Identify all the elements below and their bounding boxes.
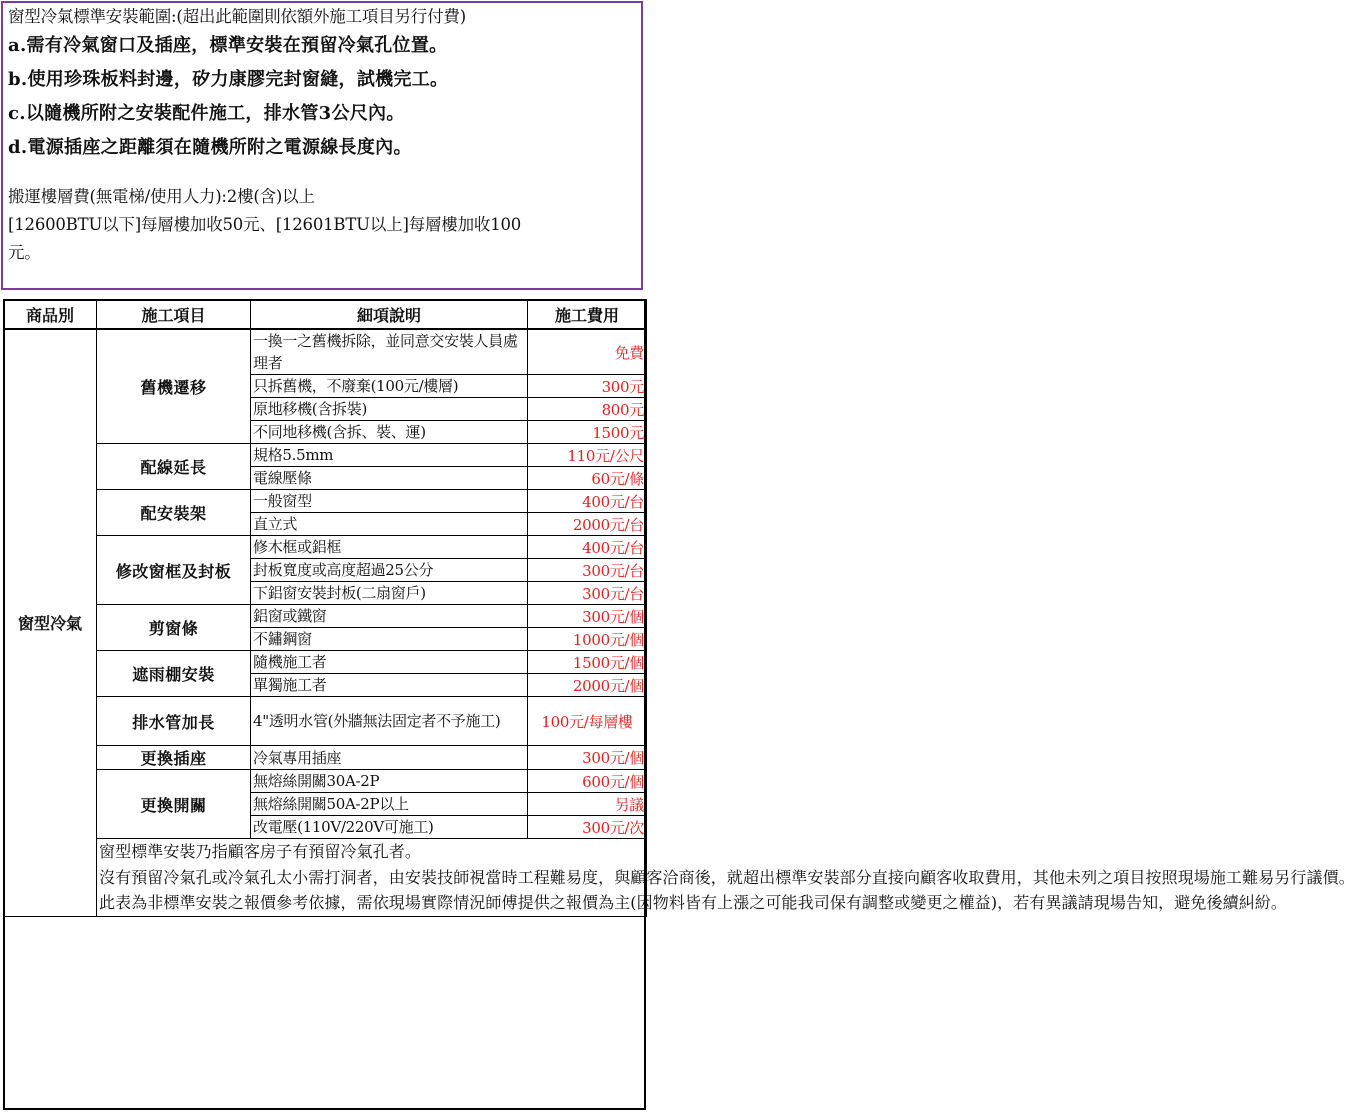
notice-title: 窗型冷氣標準安裝範圍:(超出此範圍則依額外施工項目另行付費) (8, 7, 466, 26)
installation-price-table (3, 299, 1355, 917)
detail-cell: 規格5.5mm (251, 444, 528, 467)
table-row (4, 770, 647, 793)
detail-cell: 電線壓條 (251, 467, 528, 490)
fee-cell: 110元/公尺 (528, 444, 647, 467)
item-switch-replacement: 更換開關 (97, 770, 251, 839)
item-old-unit-relocation: 舊機遷移 (97, 329, 251, 444)
detail-cell: 4"透明水管(外牆無法固定者不予施工) (251, 697, 528, 746)
detail-cell: 無熔絲開關50A-2P以上 (251, 793, 528, 816)
note-2: 沒有預留冷氣孔或冷氣孔太小需打洞者，由安裝技師視當時工程難易度，與顧客洽商後，就超出標準安裝部分直接向顧客收取費用，其他未列之項目按照現場施工難易另行議價。 (99, 867, 1355, 887)
note-1: 窗型標準安裝乃指顧客房子有預留冷氣孔者。 (99, 842, 422, 861)
header-detail: 細項說明 (251, 300, 528, 330)
fee-cell: 1000元/個 (528, 628, 647, 651)
notes-row (4, 839, 647, 917)
note-3: 此表為非標準安裝之報價參考依據，需依現場實際情況師傅提供之報價為主(因物料皆有上漲之可能我司保有調整或變更之權益)，若有異議請現場告知，避免後續糾紛。 (99, 893, 1287, 912)
table-row (4, 536, 647, 559)
detail-cell: 下鋁窗安裝封板(二扇窗戶) (251, 582, 528, 605)
item-drain-pipe-extension: 排水管加長 (97, 697, 251, 746)
item-outlet-replacement: 更換插座 (97, 746, 251, 770)
scope-item-d: d.電源插座之距離須在隨機所附之電源線長度內。 (8, 137, 412, 158)
fee-cell: 300元 (528, 375, 647, 398)
header-work-item: 施工項目 (97, 300, 251, 330)
detail-cell: 修木框或鋁框 (251, 536, 528, 559)
fee-cell: 300元/台 (528, 559, 647, 582)
category-window-ac: 窗型冷氣 (4, 329, 97, 916)
detail-cell: 改電壓(110V/220V可施工) (251, 816, 528, 839)
fee-cell: 2000元/台 (528, 513, 647, 536)
table-row (4, 605, 647, 628)
detail-cell: 單獨施工者 (251, 674, 528, 697)
table-row (4, 444, 647, 467)
fee-cell: 800元 (528, 398, 647, 421)
fee-cell: 免費 (528, 329, 647, 375)
table-row (4, 697, 647, 746)
fee-cell: 2000元/個 (528, 674, 647, 697)
detail-cell: 鋁窗或鐵窗 (251, 605, 528, 628)
fee-cell: 另議 (528, 793, 647, 816)
fee-cell: 600元/個 (528, 770, 647, 793)
detail-cell: 一般窗型 (251, 490, 528, 513)
detail-cell: 不同地移機(含拆、裝、運) (251, 421, 528, 444)
table-row (4, 329, 647, 375)
scope-item-a: a.需有冷氣窗口及插座，標準安裝在預留冷氣孔位置。 (8, 35, 448, 56)
item-window-frame-modification: 修改窗框及封板 (97, 536, 251, 605)
fee-cell: 1500元 (528, 421, 647, 444)
item-window-bar-cutting: 剪窗條 (97, 605, 251, 651)
detail-cell: 不鏽鋼窗 (251, 628, 528, 651)
item-mounting-bracket: 配安裝架 (97, 490, 251, 536)
floor-fee-line-1: 搬運樓層費(無電梯/使用人力):2樓(含)以上 (8, 187, 315, 206)
scope-item-b: b.使用珍珠板料封邊，矽力康膠完封窗縫，試機完工。 (8, 69, 449, 90)
table-row (4, 651, 647, 674)
table-row (4, 746, 647, 770)
scope-item-c: c.以隨機所附之安裝配件施工，排水管3公尺內。 (8, 103, 405, 124)
floor-fee-line-3: 元。 (8, 243, 41, 262)
detail-cell: 冷氣專用插座 (251, 746, 528, 770)
detail-cell: 一換一之舊機拆除，並同意交安裝人員處理者 (251, 329, 528, 375)
detail-cell: 隨機施工者 (251, 651, 528, 674)
detail-cell: 直立式 (251, 513, 528, 536)
fee-cell: 300元/台 (528, 582, 647, 605)
fee-cell: 300元/次 (528, 816, 647, 839)
fee-cell: 400元/台 (528, 490, 647, 513)
floor-fee-line-2: [12600BTU以下]每層樓加收50元、[12601BTU以上]每層樓加收100 (8, 215, 522, 234)
item-wiring-extension: 配線延長 (97, 444, 251, 490)
notes-cell (97, 839, 1355, 917)
table-row (4, 490, 647, 513)
fee-cell: 1500元/個 (528, 651, 647, 674)
detail-cell: 無熔絲開關30A-2P (251, 770, 528, 793)
item-awning-installation: 遮雨棚安裝 (97, 651, 251, 697)
fee-cell: 100元/每層樓 (528, 697, 647, 746)
fee-cell: 400元/台 (528, 536, 647, 559)
fee-cell: 60元/條 (528, 467, 647, 490)
fee-cell: 300元/個 (528, 746, 647, 770)
detail-cell: 封板寬度或高度超過25公分 (251, 559, 528, 582)
detail-cell: 原地移機(含拆裝) (251, 398, 528, 421)
detail-cell: 只拆舊機，不廢棄(100元/樓層) (251, 375, 528, 398)
header-fee: 施工費用 (528, 300, 647, 330)
fee-cell: 300元/個 (528, 605, 647, 628)
header-product-type: 商品別 (4, 300, 97, 330)
table-header-row (4, 300, 647, 330)
installation-scope-notice (1, 1, 643, 290)
